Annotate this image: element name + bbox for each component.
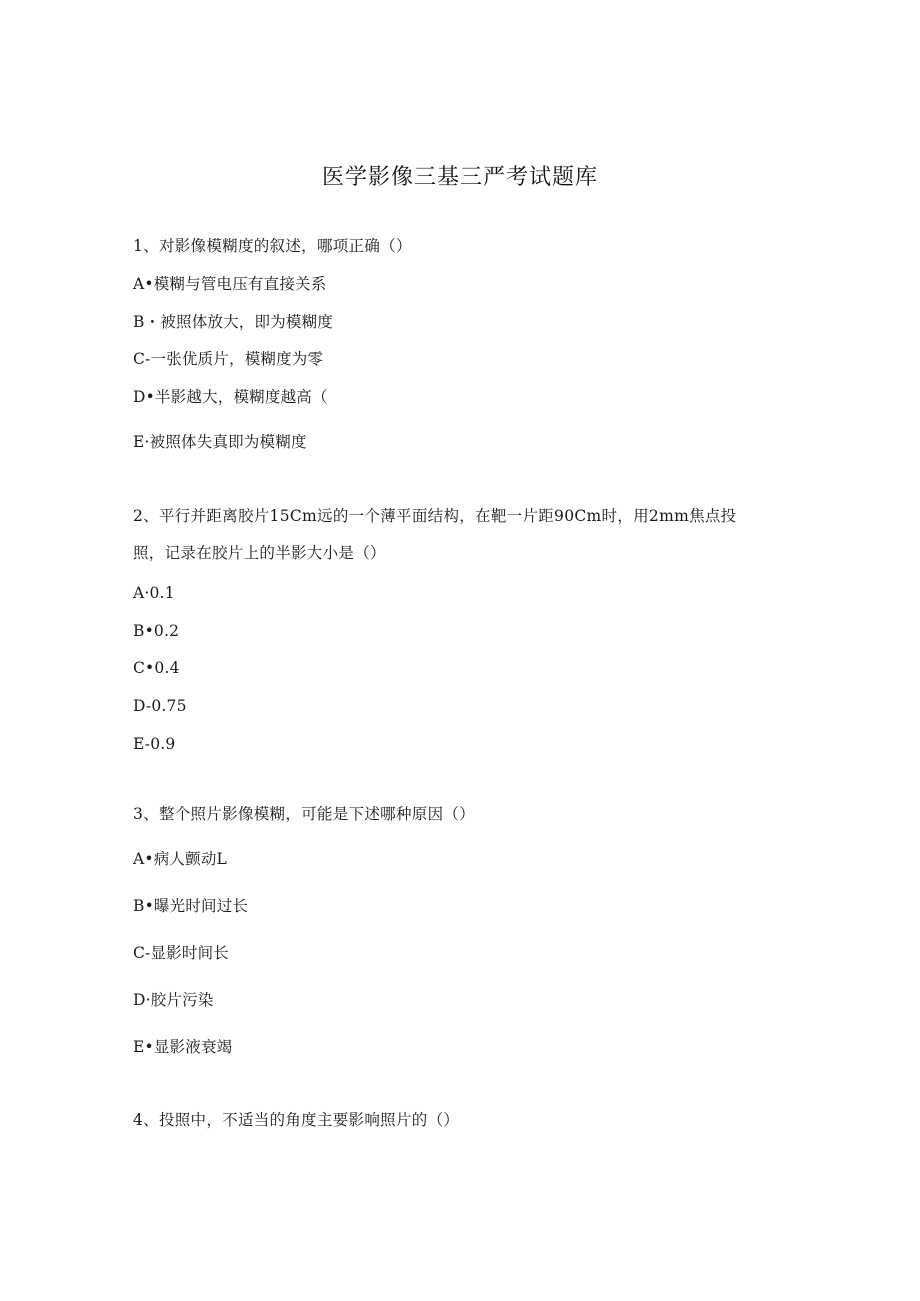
question-1-option-c: C-一张优质片，模糊度为零 xyxy=(133,350,324,368)
question-3-option-d: D·胶片污染 xyxy=(133,991,214,1009)
question-2-option-a: A·0.1 xyxy=(133,584,175,602)
question-2-option-d: D-0.75 xyxy=(133,697,187,715)
question-2-option-e: E-0.9 xyxy=(133,735,176,753)
question-3-option-c: C-显影时间长 xyxy=(133,944,229,962)
question-1-option-a: A•模糊与管电压有直接关系 xyxy=(133,275,327,293)
question-2-stem-line-2: 照，记录在胶片上的半影大小是（） xyxy=(133,544,386,562)
question-3-option-e: E•显影液衰竭 xyxy=(133,1038,233,1056)
question-4-stem: 4、投照中，不适当的角度主要影响照片的（） xyxy=(133,1111,460,1129)
question-3-option-b: B•曝光时间过长 xyxy=(133,897,249,915)
question-1-option-e: E·被照体失真即为模糊度 xyxy=(133,433,307,451)
question-2-option-b: B•0.2 xyxy=(133,622,180,640)
question-3-stem: 3、整个照片影像模糊，可能是下述哪种原因（） xyxy=(133,805,475,823)
question-2-stem-line-1: 2、平行并距离胶片15Cm远的一个薄平面结构，在靶一片距90Cm时，用2mm焦点投 xyxy=(133,507,737,525)
question-1-option-d: D•半影越大，模糊度越高（ xyxy=(133,388,328,406)
question-1-option-b: B・被照体放大，即为模糊度 xyxy=(133,313,333,331)
page-title: 医学影像三基三严考试题库 xyxy=(321,165,598,190)
question-3-option-a: A•病人颤动L xyxy=(133,850,228,868)
question-1-stem: 1、对影像模糊度的叙述，哪项正确（） xyxy=(133,237,412,255)
question-2-option-c: C•0.4 xyxy=(133,659,180,677)
